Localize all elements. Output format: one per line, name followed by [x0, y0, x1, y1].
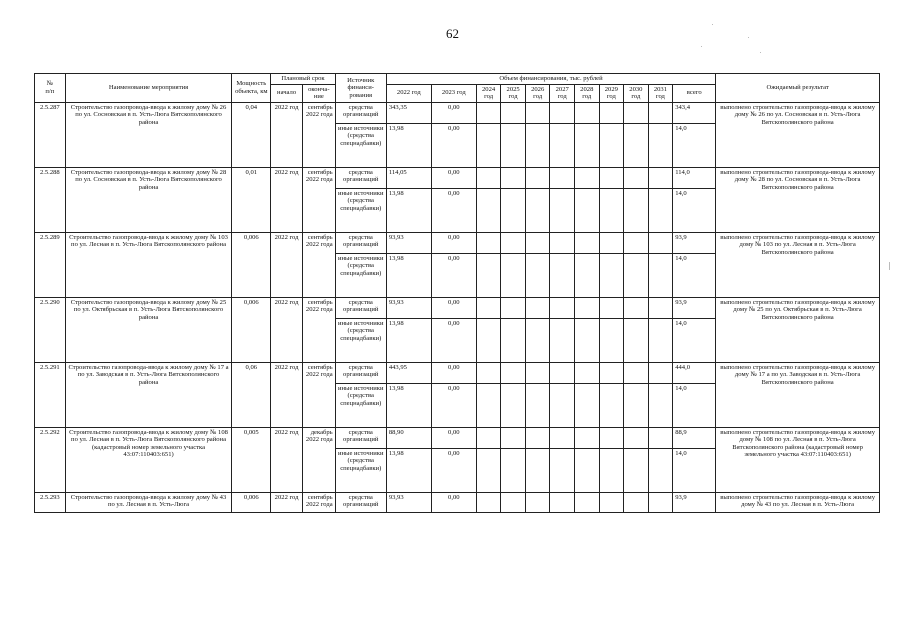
cell-result: выполнено строительство газопровода-ввода к жилому дому № 28 по ул. Сосновская в п. Усть-Люга Вятскополянского района [716, 167, 880, 232]
cell-total: 343,4 [673, 102, 716, 123]
cell-2031 [648, 318, 673, 362]
cell-2031 [648, 448, 673, 492]
cell-source: иные источники (средства спецнадбавки) [335, 253, 386, 297]
table-row [35, 232, 880, 253]
cell-source: средства организаций [335, 297, 386, 318]
funding-table-container [34, 73, 880, 566]
cell-2031 [648, 492, 673, 512]
cell-2025 [501, 492, 526, 512]
header-year-2030: 2030 год [624, 84, 649, 102]
header-funding: Объем финансирования, тыс. рублей [386, 74, 715, 85]
cell-name: Строительство газопровода-ввода к жилому дому № 25 по ул. Октябрьская в п. Усть-Люга Вятскополянского района [65, 297, 232, 362]
cell-2023: 0,00 [431, 167, 476, 188]
cell-name: Строительство газопровода-ввода к жилому дому № 28 по ул. Сосновская в п. Усть-Люга Вятскополянского района [65, 167, 232, 232]
cell-2028 [575, 362, 600, 383]
table-row [35, 492, 880, 512]
cell-2030 [624, 362, 649, 383]
cell-source: иные источники (средства спецнадбавки) [335, 448, 386, 492]
cell-2028 [575, 492, 600, 512]
cell-2028 [575, 232, 600, 253]
table-row [35, 427, 880, 448]
cell-2022: 93,93 [386, 232, 431, 253]
table-row [35, 102, 880, 123]
cell-2028 [575, 253, 600, 297]
cell-2024 [476, 297, 501, 318]
cell-start: 2022 год [271, 362, 303, 427]
cell-end: декабрь 2022 года [302, 427, 335, 492]
cell-num: 2.5.289 [35, 232, 66, 297]
cell-2025 [501, 318, 526, 362]
cell-2027 [550, 492, 575, 512]
cell-source: иные источники (средства спецнадбавки) [335, 188, 386, 232]
scan-speck [760, 52, 761, 53]
header-num: № п/п [35, 74, 66, 103]
cell-2029 [599, 318, 624, 362]
cell-name: Строительство газопровода-ввода к жилому дому № 43 по ул. Лесная в п. Усть-Люга [65, 492, 232, 512]
cell-2031 [648, 383, 673, 427]
cell-capacity: 0,006 [232, 232, 271, 297]
cell-2025 [501, 383, 526, 427]
cell-2024 [476, 492, 501, 512]
cell-2027 [550, 362, 575, 383]
cell-2022: 13,98 [386, 318, 431, 362]
cell-source: средства организаций [335, 492, 386, 512]
cell-num: 2.5.288 [35, 167, 66, 232]
cell-2030 [624, 167, 649, 188]
cell-2028 [575, 297, 600, 318]
cell-start: 2022 год [271, 427, 303, 492]
cell-2023: 0,00 [431, 383, 476, 427]
cell-2029 [599, 232, 624, 253]
cell-2022: 93,93 [386, 297, 431, 318]
cell-2022: 13,98 [386, 383, 431, 427]
header-year-2022: 2022 год [386, 84, 431, 102]
cell-2027 [550, 232, 575, 253]
cell-total: 88,9 [673, 427, 716, 448]
cell-2023: 0,00 [431, 318, 476, 362]
cell-2026 [525, 253, 550, 297]
cell-total: 14,0 [673, 318, 716, 362]
cell-end: сентябрь 2022 года [302, 297, 335, 362]
cell-2029 [599, 492, 624, 512]
cell-2023: 0,00 [431, 297, 476, 318]
cell-2025 [501, 297, 526, 318]
cell-2031 [648, 102, 673, 123]
cell-2026 [525, 362, 550, 383]
cell-2026 [525, 492, 550, 512]
cell-2023: 0,00 [431, 492, 476, 512]
cell-2024 [476, 253, 501, 297]
cell-2029 [599, 362, 624, 383]
cell-2026 [525, 448, 550, 492]
cell-2028 [575, 102, 600, 123]
header-result: Ожидаемый результат [716, 74, 880, 103]
cell-2027 [550, 297, 575, 318]
cell-start: 2022 год [271, 297, 303, 362]
cell-2026 [525, 102, 550, 123]
scan-speck [748, 37, 749, 38]
cell-2024 [476, 448, 501, 492]
cell-start: 2022 год [271, 167, 303, 232]
cell-2028 [575, 448, 600, 492]
cell-end: сентябрь 2022 года [302, 102, 335, 167]
header-name: Наименование мероприятия [65, 74, 232, 103]
cell-name: Строительство газопровода-ввода к жилому дому № 103 по ул. Лесная в п. Усть-Люга Вятскополянского района [65, 232, 232, 297]
cell-start: 2022 год [271, 102, 303, 167]
cell-2028 [575, 188, 600, 232]
cell-2022: 13,98 [386, 123, 431, 167]
cell-2031 [648, 167, 673, 188]
header-year-2023: 2023 год [431, 84, 476, 102]
cell-num: 2.5.287 [35, 102, 66, 167]
cell-2025 [501, 362, 526, 383]
cell-result: выполнено строительство газопровода-ввода к жилому дому № 17 а по ул. Заводская в п. Усть-Люга Вятскополянского района [716, 362, 880, 427]
cell-result: выполнено строительство газопровода-ввода к жилому дому № 25 по ул. Октябрьская в п. Усть-Люга Вятскополянского района [716, 297, 880, 362]
header-term-end: оконча-ние [302, 84, 335, 102]
cell-source: средства организаций [335, 102, 386, 123]
cell-name: Строительство газопровода-ввода к жилому дому № 108 по ул. Лесная в п. Усть-Люга Вятскополянского района (кадастровый номер земельного участка 43:07:110403:651) [65, 427, 232, 492]
cell-2024 [476, 362, 501, 383]
cell-2026 [525, 427, 550, 448]
cell-total: 444,0 [673, 362, 716, 383]
cell-num: 2.5.293 [35, 492, 66, 512]
cell-2027 [550, 253, 575, 297]
cell-capacity: 0,005 [232, 427, 271, 492]
cell-end: сентябрь 2022 года [302, 167, 335, 232]
cell-2030 [624, 102, 649, 123]
cell-2026 [525, 188, 550, 232]
cell-capacity: 0,04 [232, 102, 271, 167]
cell-2031 [648, 188, 673, 232]
cell-2028 [575, 318, 600, 362]
cell-2029 [599, 383, 624, 427]
scan-speck [712, 24, 713, 25]
cell-2023: 0,00 [431, 448, 476, 492]
cell-2027 [550, 427, 575, 448]
cell-2030 [624, 188, 649, 232]
cell-result: выполнено строительство газопровода-ввода к жилому дому № 26 по ул. Сосновская в п. Усть-Люга Вятскополянского района [716, 102, 880, 167]
cell-2024 [476, 232, 501, 253]
cell-2026 [525, 123, 550, 167]
cell-2024 [476, 318, 501, 362]
cell-2026 [525, 232, 550, 253]
header-year-2025: 2025 год [501, 84, 526, 102]
cell-2022: 443,95 [386, 362, 431, 383]
cell-total: 93,9 [673, 492, 716, 512]
cell-2023: 0,00 [431, 188, 476, 232]
table-row [35, 167, 880, 188]
cell-total: 14,0 [673, 383, 716, 427]
cell-2024 [476, 123, 501, 167]
cell-result: выполнено строительство газопровода-ввода к жилому дому № 103 по ул. Лесная в п. Усть-Люга Вятскополянского района [716, 232, 880, 297]
header-year-2028: 2028 год [575, 84, 600, 102]
cell-2031 [648, 253, 673, 297]
cell-result: выполнено строительство газопровода-ввода к жилому дому № 108 по ул. Лесная в п. Усть-Люга Вятскополянского района (кадастровый номер земельного участка 43:07:110403:651) [716, 427, 880, 492]
cell-2023: 0,00 [431, 232, 476, 253]
cell-end: сентябрь 2022 года [302, 232, 335, 297]
cell-total: 14,0 [673, 448, 716, 492]
cell-2027 [550, 102, 575, 123]
cell-2027 [550, 123, 575, 167]
cell-2030 [624, 427, 649, 448]
cell-2025 [501, 448, 526, 492]
cell-source: средства организаций [335, 427, 386, 448]
cell-2022: 13,98 [386, 448, 431, 492]
cell-2022: 93,93 [386, 492, 431, 512]
cell-2031 [648, 123, 673, 167]
cell-2030 [624, 492, 649, 512]
cell-2023: 0,00 [431, 362, 476, 383]
cell-2022: 13,98 [386, 188, 431, 232]
cell-2031 [648, 427, 673, 448]
cell-total: 14,0 [673, 188, 716, 232]
cell-2029 [599, 297, 624, 318]
cell-source: иные источники (средства спецнадбавки) [335, 123, 386, 167]
cell-2028 [575, 123, 600, 167]
cell-2030 [624, 123, 649, 167]
cell-2026 [525, 318, 550, 362]
table-row [35, 297, 880, 318]
cell-num: 2.5.292 [35, 427, 66, 492]
cell-capacity: 0,006 [232, 297, 271, 362]
cell-name: Строительство газопровода-ввода к жилому дому № 26 по ул. Сосновская в п. Усть-Люга Вятскополянского района [65, 102, 232, 167]
header-year-2026: 2026 год [525, 84, 550, 102]
header-year-2031: 2031 год [648, 84, 673, 102]
cell-num: 2.5.290 [35, 297, 66, 362]
cell-2028 [575, 167, 600, 188]
cell-2025 [501, 253, 526, 297]
cell-2029 [599, 167, 624, 188]
cell-2025 [501, 232, 526, 253]
cell-end: сентябрь 2022 года [302, 362, 335, 427]
cell-2024 [476, 427, 501, 448]
funding-table [34, 73, 880, 513]
cell-2027 [550, 318, 575, 362]
cell-2022: 343,35 [386, 102, 431, 123]
cell-2024 [476, 383, 501, 427]
cell-2025 [501, 123, 526, 167]
header-capacity: Мощность объекта, км [232, 74, 271, 103]
cell-source: средства организаций [335, 167, 386, 188]
cell-num: 2.5.291 [35, 362, 66, 427]
cell-start: 2022 год [271, 492, 303, 512]
cell-2029 [599, 427, 624, 448]
cell-source: иные источники (средства спецнадбавки) [335, 318, 386, 362]
cell-2027 [550, 448, 575, 492]
cell-2027 [550, 188, 575, 232]
cell-2022: 13,98 [386, 253, 431, 297]
table-header [35, 74, 880, 103]
cell-result: выполнено строительство газопровода-ввода к жилому дому № 43 по ул. Лесная в п. Усть-Люга [716, 492, 880, 512]
header-term-start: начало [271, 84, 303, 102]
cell-source: иные источники (средства спецнадбавки) [335, 383, 386, 427]
cell-2029 [599, 102, 624, 123]
cell-2022: 88,90 [386, 427, 431, 448]
table-row [35, 362, 880, 383]
cell-2029 [599, 448, 624, 492]
cell-2026 [525, 383, 550, 427]
cell-2030 [624, 448, 649, 492]
cell-2025 [501, 188, 526, 232]
cell-2025 [501, 427, 526, 448]
cell-capacity: 0,006 [232, 492, 271, 512]
cell-total: 93,9 [673, 232, 716, 253]
cell-end: сентябрь 2022 года [302, 492, 335, 512]
cell-2023: 0,00 [431, 427, 476, 448]
cell-2029 [599, 188, 624, 232]
cell-2024 [476, 102, 501, 123]
cell-2028 [575, 383, 600, 427]
cell-2030 [624, 297, 649, 318]
cell-2024 [476, 167, 501, 188]
header-year-2029: 2029 год [599, 84, 624, 102]
cell-2025 [501, 167, 526, 188]
cell-2031 [648, 362, 673, 383]
cell-2031 [648, 297, 673, 318]
cell-2022: 114,05 [386, 167, 431, 188]
cell-2023: 0,00 [431, 123, 476, 167]
cell-2026 [525, 297, 550, 318]
cell-2023: 0,00 [431, 253, 476, 297]
header-total: всего [673, 84, 716, 102]
scan-speck [701, 46, 702, 47]
cell-source: средства организаций [335, 362, 386, 383]
cell-2031 [648, 232, 673, 253]
header-source: Источник финанси-рования [335, 74, 386, 103]
cell-2030 [624, 318, 649, 362]
cell-2030 [624, 383, 649, 427]
cell-capacity: 0,06 [232, 362, 271, 427]
cell-2029 [599, 123, 624, 167]
cell-2027 [550, 383, 575, 427]
table-body [35, 102, 880, 512]
cell-source: средства организаций [335, 232, 386, 253]
cell-total: 14,0 [673, 123, 716, 167]
cell-2023: 0,00 [431, 102, 476, 123]
cell-2030 [624, 253, 649, 297]
cell-total: 14,0 [673, 253, 716, 297]
page-number: 62 [446, 26, 459, 41]
scan-speck [889, 262, 890, 270]
cell-2026 [525, 167, 550, 188]
cell-2024 [476, 188, 501, 232]
header-year-2027: 2027 год [550, 84, 575, 102]
cell-start: 2022 год [271, 232, 303, 297]
cell-2028 [575, 427, 600, 448]
cell-capacity: 0,01 [232, 167, 271, 232]
header-term: Плановый срок [271, 74, 335, 85]
cell-total: 93,9 [673, 297, 716, 318]
header-year-2024: 2024 год [476, 84, 501, 102]
cell-total: 114,0 [673, 167, 716, 188]
cell-2029 [599, 253, 624, 297]
cell-2025 [501, 102, 526, 123]
cell-2027 [550, 167, 575, 188]
cell-name: Строительство газопровода-ввода к жилому дому № 17 а по ул. Заводская в п. Усть-Люга Вятскополянского района [65, 362, 232, 427]
cell-2030 [624, 232, 649, 253]
